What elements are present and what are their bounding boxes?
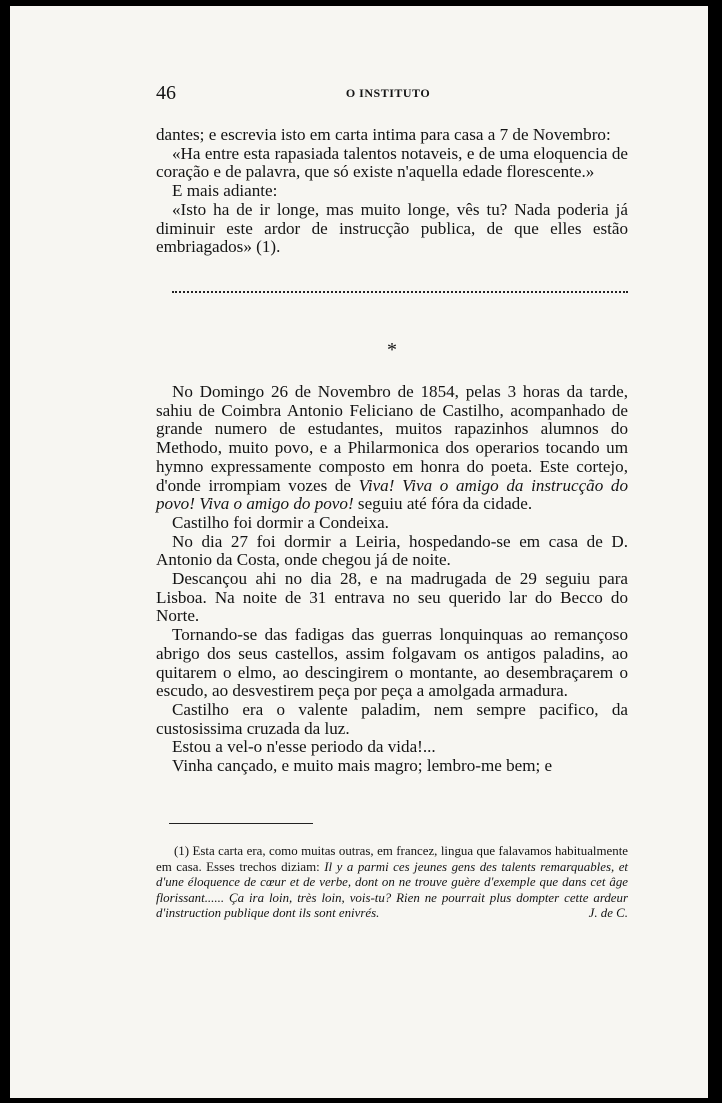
paragraph-text: No Domingo 26 de Novembro de 1854, pelas 3 horas da tarde, sahiu de Coimbra Antonio Feliciano de Castilho, acompanhado de grande numero de estudantes, muitos rapazinhos alumnos do Methodo, muito povo, e a Philarmonica dos operarios tocando um hymno expressamente composto em honra do poeta. Este cortejo, d'onde irrompiam vozes de bbox=[156, 382, 628, 495]
body-text-top bbox=[156, 126, 628, 257]
quote-paragraph: «Isto ha de ir longe, mas muito longe, vês tu? Nada poderia já diminuir este ardor de instrucção publica, de que elles estão embriagados» (1). bbox=[156, 199, 628, 257]
paragraph: Estou a vel-o n'esse periodo da vida!... bbox=[172, 737, 436, 757]
paragraph: Tornando-se das fadigas das guerras lonquinquas ao remançoso abrigo dos seus castellos, assim folgavam os antigos paladins, ao quitarem o elmo, ao descingirem o montante, ao desembraçarem o escudo, ao desvestirem peça por peça a amolgada armadura. bbox=[156, 625, 628, 701]
paragraph-italic-text: Viva! Viva o amigo da instrucção do povo! Viva o amigo do povo! bbox=[156, 475, 628, 514]
footnote-text: (1) Esta carta era, como muitas outras, em francez, lingua que falavamos habitualmente em casa. Esses trechos diziam: bbox=[156, 844, 628, 874]
body-text-main bbox=[156, 383, 628, 776]
dotted-ellipsis-line bbox=[172, 291, 628, 293]
footnote-italic-text: Il y a parmi ces jeunes gens des talents remarquables, et d'une éloquence de cœur et de verbe, dont on ne trouve guère d'exemple que dans cet âge florissant...... Ça ira loin, très loin, vois-tu? Rien ne pourrait plus dompter cette ardeur d'instruction publique dont ils sont enivrés. bbox=[156, 859, 629, 920]
page-number: 46 bbox=[156, 82, 176, 104]
running-title: O INSTITUTO bbox=[345, 86, 431, 100]
paragraph: Descançou ahi no dia 28, e na madrugada de 29 seguiu para Lisboa. Na noite de 31 entrava no seu querido lar do Becco do Norte. bbox=[156, 569, 628, 626]
paragraph: Castilho foi dormir a Condeixa. bbox=[172, 512, 389, 532]
footnote-signature: J. de C. bbox=[588, 906, 628, 920]
footnote-rule bbox=[169, 823, 313, 824]
paragraph: dantes; e escrevia isto em carta intima para casa a 7 de Novembro: bbox=[156, 125, 611, 144]
section-asterisk: * bbox=[387, 339, 397, 361]
quote-paragraph: «Ha entre esta rapasiada talentos notaveis, e de uma eloquencia de coração e de palavra, que só existe n'aquella edade florescente.» bbox=[156, 143, 628, 182]
paragraph bbox=[156, 383, 628, 514]
footnote-paragraph bbox=[156, 844, 628, 922]
footnote bbox=[156, 844, 628, 922]
paragraph-text: seguiu até fóra da cidade. bbox=[353, 494, 533, 514]
page-header bbox=[156, 82, 620, 106]
paragraph: E mais adiante: bbox=[172, 181, 278, 201]
paragraph: No dia 27 foi dormir a Leiria, hospedando-se em casa de D. Antonio da Costa, onde chegou já de noite. bbox=[156, 531, 628, 570]
paragraph: Vinha cançado, e muito mais magro; lembro-me bem; e bbox=[172, 756, 553, 776]
book-page bbox=[10, 6, 708, 1098]
paragraph: Castilho era o valente paladim, nem sempre pacifico, da custosissima cruzada da luz. bbox=[156, 699, 628, 738]
